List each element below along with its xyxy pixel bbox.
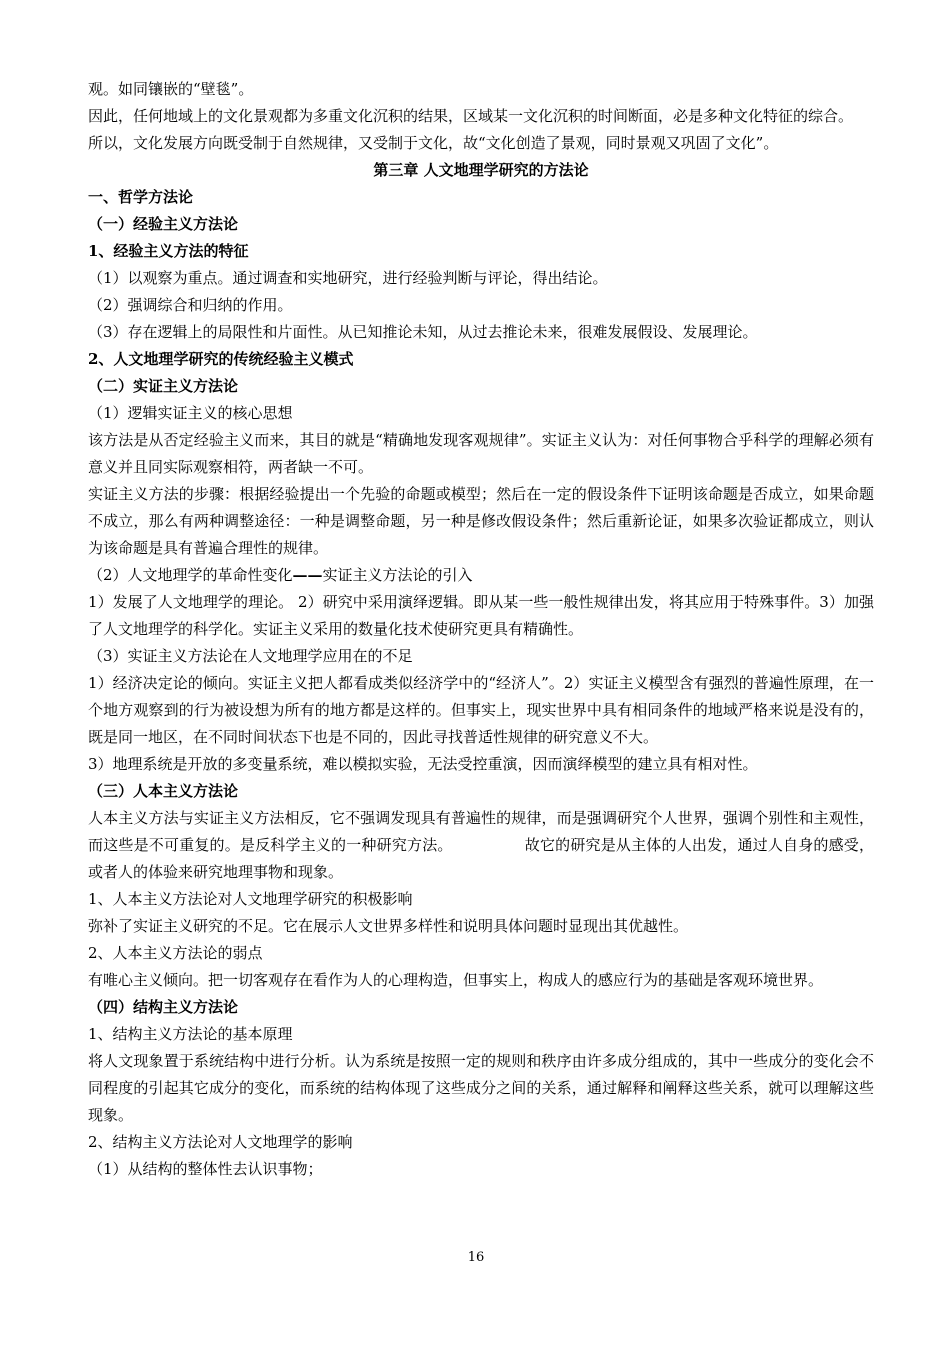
sub-heading: 1、结构主义方法论的基本原理 [88,1025,293,1043]
subsection-heading: （三）人本主义方法论 [88,782,239,800]
em-dash: —— [292,566,323,584]
paragraph [88,805,874,886]
sub-heading: （3）实证主义方法论在人文地理学应用在的不足 [88,647,413,665]
sub-heading-part: 实证主义方法论的引入 [322,566,473,584]
paragraph-part: 故它的研究是从主体的人出发，通过人自身的感受，或者人的体验来研究地理事物和现象。 [88,836,874,881]
subsection-heading: （四）结构主义方法论 [88,998,239,1016]
document-page [88,76,874,1183]
subsection-heading: （二）实证主义方法论 [88,377,239,395]
sub-heading [88,562,874,589]
sub-heading-part: （2）人文地理学的革命性变化 [88,566,293,584]
subsection-heading: 1、经验主义方法的特征 [88,242,249,260]
paragraph: 将人文现象置于系统结构中进行分析。认为系统是按照一定的规则和秩序由许多成分组成的，其中一些成分的变化会不同程度的引起其它成分的变化，而系统的结构体现了这些成分之间的关系，通过解释和阐释这些关系，就可以理解这些现象。 [88,1052,874,1124]
paragraph: 3）地理系统是开放的多变量系统，难以模拟实验，无法受控重演，因而演绎模型的建立具有相对性。 [88,755,758,773]
paragraph: 该方法是从否定经验主义而来，其目的就是“精确地发现客观规律”。实证主义认为：对任何事物合乎科学的理解必须有意义并且同实际观察相符，两者缺一不可。 [88,431,874,476]
list-item [88,292,874,319]
paragraph: 实证主义方法的步骤：根据经验提出一个先验的命题或模型；然后在一定的假设条件下证明该命题是否成立，如果命题不成立，那么有两种调整途径：一种是调整命题，另一种是修改假设条件；然后重新论证，如果多次验证都成立，则认为该命题是具有普遍合理性的规律。 [88,485,874,557]
page-number: 16 [467,1250,485,1265]
paragraph: 因此，任何地域上的文化景观都为多重文化沉积的结果，区域某一文化沉积的时间断面，必是多种文化特征的综合。 [88,107,854,125]
section-heading: 一、哲学方法论 [88,188,194,206]
paragraph-part: 人本主义方法与实证主义方法相反，它不强调发现具有普遍性的规律，而是强调研究个人世界，强调个别性和主观性，而这些是不可重复的。是反科学主义的一种研究方法。 [88,809,874,854]
paragraph: 1）发展了人文地理学的理论。 2）研究中采用演绎逻辑。即从某一些一般性规律出发，将其应用于特殊事件。3）加强了人文地理学的科学化。实证主义采用的数量化技术使研究更具有精确性。 [88,593,874,638]
subsection-heading: （一）经验主义方法论 [88,215,239,233]
paragraph: 所以，文化发展方向既受制于自然规律，又受制于文化，故“文化创造了景观，同时景观又巩固了文化”。 [88,134,779,152]
sub-heading: （1）从结构的整体性去认识事物； [88,1160,323,1178]
paragraph: 1）经济决定论的倾向。实证主义把人都看成类似经济学中的“经济人”。2）实证主义模型含有强烈的普遍性原理，在一个地方观察到的行为被设想为所有的地方都是这样的。但事实上，现实世界中具有相同条件的地域严格来说是没有的，既是同一地区，在不同时间状态下也是不同的，因此寻找普适性规律的研究意义不大。 [88,674,874,746]
list-item-number: （1） [88,269,128,287]
list-item [88,319,874,346]
list-item-number: （2） [88,296,128,314]
sub-heading: 2、结构主义方法论对人文地理学的影响 [88,1133,353,1151]
list-item-text: 存在逻辑上的局限性和片面性。从已知推论未知，从过去推论未来，很难发展假设、发展理论。 [127,323,758,341]
subsection-heading: 2、人文地理学研究的传统经验主义模式 [88,350,354,368]
list-item-text: 强调综合和归纳的作用。 [127,296,293,314]
sub-heading: 1、人本主义方法论对人文地理学研究的积极影响 [88,890,413,908]
list-item-number: （3） [88,323,128,341]
paragraph: 弥补了实证主义研究的不足。它在展示人文世界多样性和说明具体问题时显现出其优越性。 [88,917,689,935]
paragraph: 有唯心主义倾向。把一切客观存在看作为人的心理构造，但事实上，构成人的感应行为的基础是客观环境世界。 [88,971,824,989]
sub-heading: 2、人本主义方法论的弱点 [88,944,263,962]
paragraph: 观。如同镶嵌的“壁毯”。 [88,80,254,98]
sub-heading: （1）逻辑实证主义的核心思想 [88,404,293,422]
chapter-title: 第三章 人文地理学研究的方法论 [373,161,589,179]
list-item [88,265,874,292]
list-item-text: 以观察为重点。通过调查和实地研究，进行经验判断与评论，得出结论。 [127,269,608,287]
